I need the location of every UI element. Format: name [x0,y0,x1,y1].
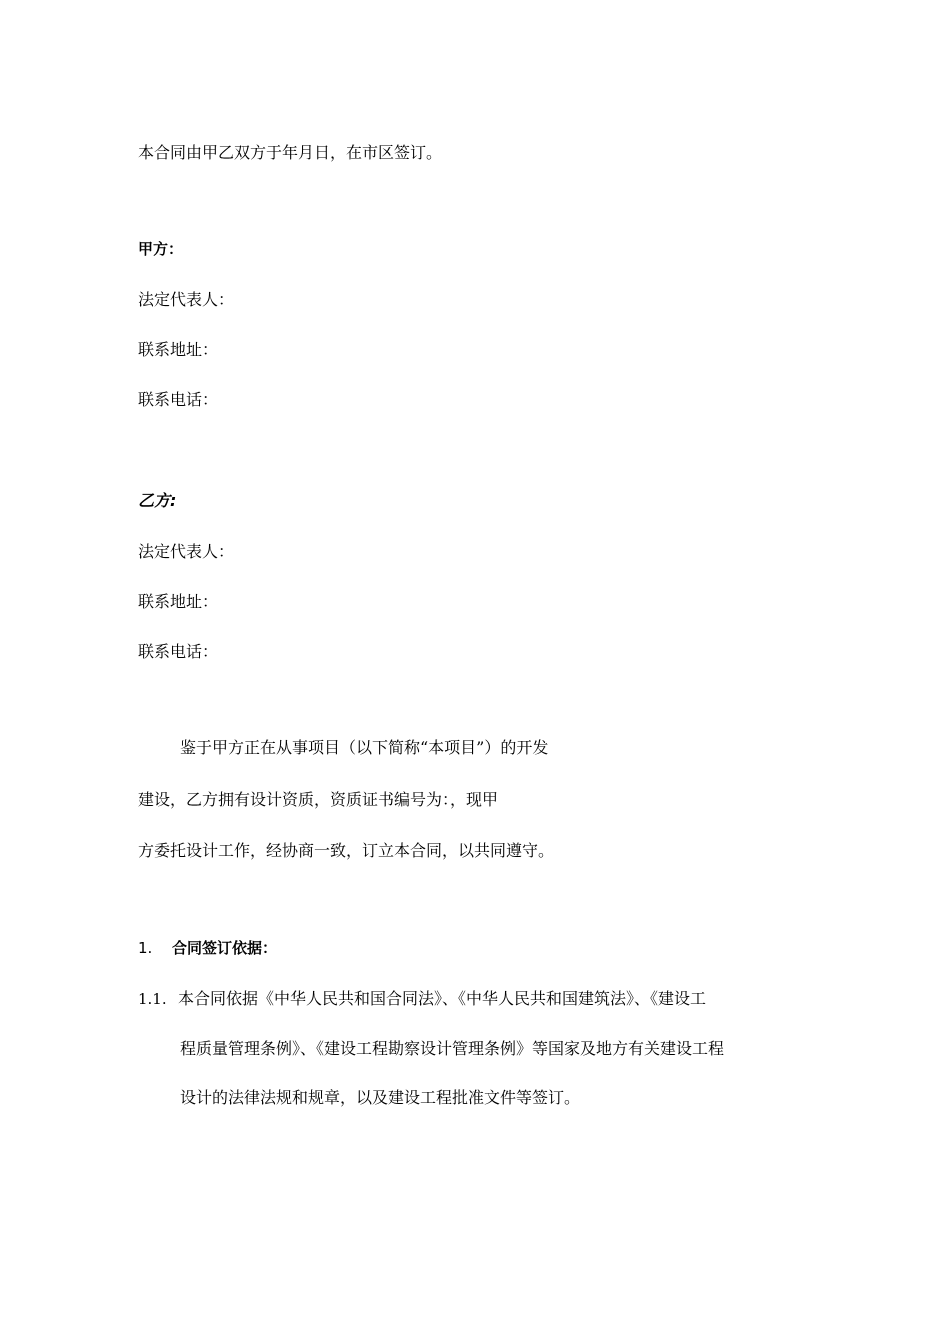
party-b-phone: 联系电话： [138,642,219,661]
preamble-line-2: 建设，乙方拥有设计资质，资质证书编号为：，现甲 [138,790,499,809]
party-a-heading: 甲方： [138,240,184,258]
clause-1-1-number: 1.1. [138,990,167,1008]
party-b-representative: 法定代表人： [138,542,235,561]
section-1-number: 1. [138,939,153,957]
intro-sentence: 本合同由甲乙双方于年月日，在市区签订。 [138,143,443,162]
clause-1-1-line-1: 本合同依据《中华人民共和国合同法》、《中华人民共和国建筑法》、《建设工 [178,989,707,1008]
party-b-address: 联系地址： [138,592,219,611]
party-a-representative: 法定代表人： [138,290,235,309]
preamble-line-1: 鉴于甲方正在从事项目（以下简称“本项目”）的开发 [180,738,549,757]
party-b-heading: 乙方: [138,491,177,510]
clause-1-1-line-3: 设计的法律法规和规章，以及建设工程批准文件等签订。 [180,1088,581,1107]
clause-1-1-line-2: 程质量管理条例》、《建设工程勘察设计管理条例》等国家及地方有关建设工程 [180,1039,725,1058]
preamble-line-3: 方委托设计工作，经协商一致，订立本合同，以共同遵守。 [138,841,555,860]
section-1-title: 合同签订依据： [172,939,278,957]
party-a-address: 联系地址： [138,340,219,359]
party-a-phone: 联系电话： [138,390,219,409]
